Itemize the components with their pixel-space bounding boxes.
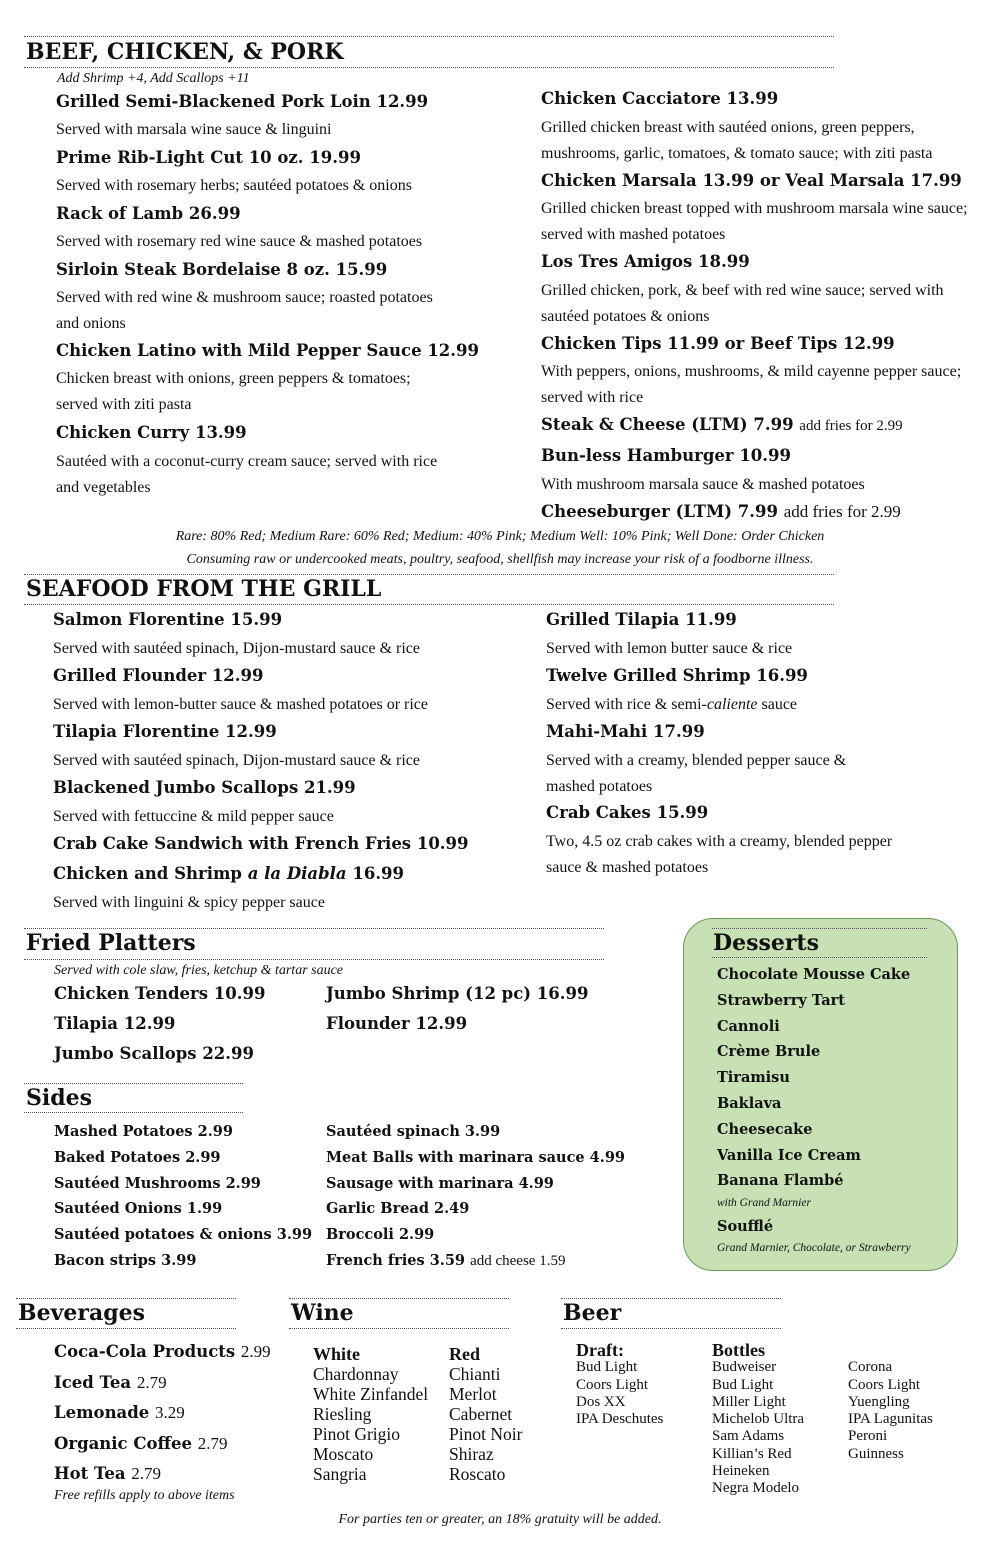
list-item: Chocolate Mousse Cake xyxy=(717,966,911,983)
beer-bottles-list-2 xyxy=(848,1359,933,1463)
list-item: Chianti xyxy=(449,1364,501,1384)
menu-item-desc: Served with rosemary herbs; sautéed potatoes & onions xyxy=(56,177,412,194)
menu-item-desc: Two, 4.5 oz crab cakes with a creamy, blended pepper sauce & mashed potatoes xyxy=(546,833,893,876)
divider xyxy=(289,1298,509,1299)
list-item: Sautéed Mushrooms 2.99 xyxy=(54,1174,261,1192)
menu-item-name: Chicken and Shrimp a la Diabla 16.99 xyxy=(53,864,405,883)
menu-item-name: Twelve Grilled Shrimp 16.99 xyxy=(546,666,808,685)
menu-item-name: Mahi-Mahi 17.99 xyxy=(546,722,705,741)
divider xyxy=(24,574,834,575)
gratuity-note: For parties ten or greater, an 18% gratuity will be added. xyxy=(338,1512,662,1527)
list-item: Coors Light xyxy=(576,1376,649,1393)
dessert-note: Grand Marnier, Chocolate, or Strawberry xyxy=(717,1242,911,1254)
section-title-beef: BEEF, CHICKEN, & PORK xyxy=(26,39,344,65)
list-item: Tiramisu xyxy=(717,1069,790,1087)
section-title-desserts: Desserts xyxy=(713,930,819,956)
refill-note: Free refills apply to above items xyxy=(54,1488,235,1503)
menu-item-desc: With mushroom marsala sauce & mashed potatoes xyxy=(541,476,865,493)
menu-item-desc: Served with fettuccine & mild pepper sauce xyxy=(53,808,334,825)
list-item: Yuengling xyxy=(848,1393,910,1410)
desserts-list xyxy=(717,962,910,1194)
list-item: Heineken xyxy=(712,1463,770,1480)
menu-item-name: Bun-less Hamburger 10.99 xyxy=(541,446,791,465)
menu-item-name: Flounder 12.99 xyxy=(326,1014,468,1033)
list-item: Miller Light xyxy=(712,1393,786,1410)
list-item: Shiraz xyxy=(449,1444,494,1464)
menu-item-desc: Served with marsala wine sauce & linguini xyxy=(56,121,332,138)
list-item: Mashed Potatoes 2.99 xyxy=(54,1123,233,1140)
list-item: Dos XX xyxy=(576,1393,626,1410)
list-item: Vanilla Ice Cream xyxy=(717,1146,861,1164)
dessert-note: with Grand Marnier xyxy=(717,1197,811,1209)
menu-item-name: Tilapia 12.99 xyxy=(54,1014,176,1033)
menu-item-desc: With peppers, onions, mushrooms, & mild cayenne pepper sauce; served with rice xyxy=(541,363,962,406)
menu-item-desc: Grilled chicken, pork, & beef with red wine sauce; served with sautéed potatoes & onions xyxy=(541,282,944,325)
divider xyxy=(16,1298,236,1299)
list-item: Peroni xyxy=(848,1428,888,1445)
wine-white-list xyxy=(313,1344,428,1484)
menu-item-name: Jumbo Scallops 22.99 xyxy=(54,1044,254,1063)
list-item: Garlic Bread 2.49 xyxy=(326,1200,470,1218)
section-title-seafood: SEAFOOD FROM THE GRILL xyxy=(26,576,382,602)
list-item: Chardonnay xyxy=(313,1364,399,1384)
list-item: Pinot Grigio xyxy=(313,1424,401,1444)
menu-item-desc: Sautéed with a coconut-curry cream sauce; served with rice and vegetables xyxy=(56,453,438,496)
beer-bottles-list xyxy=(712,1342,804,1498)
menu-item-desc: Served with sautéed spinach, Dijon-mustard sauce & rice xyxy=(53,640,420,657)
menu-item-name: Los Tres Amigos 18.99 xyxy=(541,252,750,271)
section-title-wine: Wine xyxy=(291,1300,354,1326)
divider xyxy=(24,604,834,605)
menu-item-name: Chicken Curry 13.99 xyxy=(56,423,247,442)
menu-item-desc: Grilled chicken breast topped with mushroom marsala wine sauce; served with mashed potatoes xyxy=(541,200,968,243)
list-item: Bud Light xyxy=(576,1359,638,1376)
list-item: Organic Coffee 2.79 xyxy=(54,1433,228,1453)
menu-item-name: Chicken Latino with Mild Pepper Sauce 12.99 xyxy=(56,341,479,360)
list-item: Pinot Noir xyxy=(449,1424,523,1444)
menu-item-desc: Served with a creamy, blended pepper sauce & mashed potatoes xyxy=(546,752,847,795)
list-item: Sausage with marinara 4.99 xyxy=(326,1174,554,1192)
menu-item-name: Chicken Marsala 13.99 or Veal Marsala 17.99 xyxy=(541,171,962,190)
list-item: Lemonade 3.29 xyxy=(54,1403,185,1422)
menu-item-desc: Served with lemon butter sauce & rice xyxy=(546,640,793,657)
list-item: Killian’s Red xyxy=(712,1445,792,1462)
section-title-beer: Beer xyxy=(563,1300,622,1326)
menu-item-name: Chicken Tenders 10.99 xyxy=(54,984,266,1003)
menu-item-name: Blackened Jumbo Scallops 21.99 xyxy=(53,778,356,797)
section-title-sides: Sides xyxy=(26,1085,93,1111)
divider xyxy=(712,957,927,958)
menu-item-name: Grilled Tilapia 11.99 xyxy=(546,610,737,629)
divider xyxy=(24,1112,243,1113)
list-item: Hot Tea 2.79 xyxy=(54,1464,162,1483)
list-item: Bacon strips 3.99 xyxy=(54,1251,197,1269)
section-title-beverages: Beverages xyxy=(18,1300,145,1326)
menu-item-name: Steak & Cheese (LTM) 7.99 add fries for 2.99 xyxy=(541,415,903,434)
list-item: Coca-Cola Products 2.99 xyxy=(54,1342,271,1361)
column-heading: Bottles xyxy=(712,1340,765,1360)
list-item: Baklava xyxy=(717,1094,782,1112)
list-item: Corona xyxy=(848,1359,893,1376)
menu-item-desc: Served with rosemary red wine sauce & mashed potatoes xyxy=(56,233,423,250)
list-item: Cheesecake xyxy=(717,1120,813,1138)
menu-item-name: Cheeseburger (LTM) 7.99 add fries for 2.99 xyxy=(541,502,901,521)
menu-item-name: Jumbo Shrimp (12 pc) 16.99 xyxy=(326,984,589,1003)
list-item: Strawberry Tart xyxy=(717,991,845,1009)
menu-item-name: Sirloin Steak Bordelaise 8 oz. 15.99 xyxy=(56,260,388,279)
menu-item-desc: Served with rice & semi-caliente sauce xyxy=(546,696,798,713)
list-item: Guinness xyxy=(848,1445,904,1462)
list-item: Negra Modelo xyxy=(712,1480,800,1497)
list-item: IPA Lagunitas xyxy=(848,1411,933,1428)
menu-item-name: Rack of Lamb 26.99 xyxy=(56,204,241,223)
list-item: Merlot xyxy=(449,1384,497,1404)
list-item: Bud Light xyxy=(712,1376,774,1393)
divider xyxy=(24,36,834,37)
menu-item-name: Prime Rib-Light Cut 10 oz. 19.99 xyxy=(56,148,361,167)
food-warning: Consuming raw or undercooked meats, poultry, seafood, shellfish may increase your risk of a foodborne illness. xyxy=(186,552,814,567)
sides-list-left xyxy=(54,1119,312,1274)
divider xyxy=(16,1328,236,1329)
menu-item-name: Salmon Florentine 15.99 xyxy=(53,610,283,629)
beer-draft-list xyxy=(576,1342,663,1428)
divider xyxy=(24,959,604,960)
list-item: Meat Balls with marinara sauce 4.99 xyxy=(326,1148,625,1166)
beverages-list xyxy=(54,1337,271,1490)
divider xyxy=(24,67,834,68)
menu-item-name: Grilled Flounder 12.99 xyxy=(53,666,264,685)
list-item: Broccoli 2.99 xyxy=(326,1226,435,1244)
menu-item-name: Chicken Cacciatore 13.99 xyxy=(541,89,779,108)
wine-red-list xyxy=(449,1344,522,1484)
menu-item-name: Chicken Tips 11.99 or Beef Tips 12.99 xyxy=(541,334,895,353)
list-item: Sautéed spinach 3.99 xyxy=(326,1123,501,1140)
divider xyxy=(24,928,604,929)
divider xyxy=(561,1328,781,1329)
fried-note: Served with cole slaw, fries, ketchup & tartar sauce xyxy=(54,963,344,978)
list-item: Budweiser xyxy=(712,1359,777,1376)
menu-item-desc: Chicken breast with onions, green peppers & tomatoes; served with ziti pasta xyxy=(56,370,411,413)
divider xyxy=(712,928,927,929)
list-item: Moscato xyxy=(313,1444,374,1464)
list-item: Soufflé xyxy=(717,1218,774,1235)
menu-item-desc: Served with red wine & mushroom sauce; roasted potatoes and onions xyxy=(56,289,433,332)
list-item: Iced Tea 2.79 xyxy=(54,1372,167,1392)
divider xyxy=(24,1083,243,1084)
divider xyxy=(289,1328,509,1329)
section-title-fried: Fried Platters xyxy=(26,930,196,956)
menu-item-name: Tilapia Florentine 12.99 xyxy=(53,722,277,741)
list-item: Michelob Ultra xyxy=(712,1411,805,1428)
list-item: White Zinfandel xyxy=(313,1384,429,1404)
list-item: Sautéed Onions 1.99 xyxy=(54,1200,223,1218)
menu-item-desc: Served with linguini & spicy pepper sauce xyxy=(53,894,325,911)
menu-item-name: Crab Cake Sandwich with French Fries 10.99 xyxy=(53,834,469,853)
menu-item-desc: Grilled chicken breast with sautéed onions, green peppers, mushrooms, garlic, tomatoes, & tomato sauce; with ziti pasta xyxy=(541,119,933,162)
list-item: Crème Brule xyxy=(717,1043,821,1061)
list-item: Banana Flambé xyxy=(717,1172,844,1190)
addons-note: Add Shrimp +4, Add Scallops +11 xyxy=(57,71,250,86)
menu-item-name: Crab Cakes 15.99 xyxy=(546,803,709,822)
menu-item-desc: Served with lemon-butter sauce & mashed potatoes or rice xyxy=(53,696,428,713)
menu-item-desc: Served with sautéed spinach, Dijon-mustard sauce & rice xyxy=(53,752,420,769)
list-item: Cannoli xyxy=(717,1017,780,1035)
doneness-note: Rare: 80% Red; Medium Rare: 60% Red; Medium: 40% Pink; Medium Well: 10% Pink; Well Done: Order Chicken xyxy=(175,529,825,544)
sides-list-right xyxy=(326,1119,625,1274)
divider xyxy=(561,1298,781,1299)
list-item: Coors Light xyxy=(848,1376,921,1393)
list-item: IPA Deschutes xyxy=(576,1411,664,1428)
column-heading: White xyxy=(313,1344,360,1364)
list-item: Baked Potatoes 2.99 xyxy=(54,1148,221,1166)
menu-item-name: Grilled Semi-Blackened Pork Loin 12.99 xyxy=(56,92,429,111)
list-item: Sautéed potatoes & onions 3.99 xyxy=(54,1226,313,1244)
column-heading: Draft: xyxy=(576,1340,624,1360)
list-item: Sam Adams xyxy=(712,1428,785,1445)
list-item: Roscato xyxy=(449,1464,506,1484)
column-heading: Red xyxy=(449,1344,480,1364)
list-item: French fries 3.59 add cheese 1.59 xyxy=(326,1251,566,1269)
list-item: Sangria xyxy=(313,1464,367,1484)
list-item: Cabernet xyxy=(449,1404,513,1424)
list-item: Riesling xyxy=(313,1404,372,1424)
